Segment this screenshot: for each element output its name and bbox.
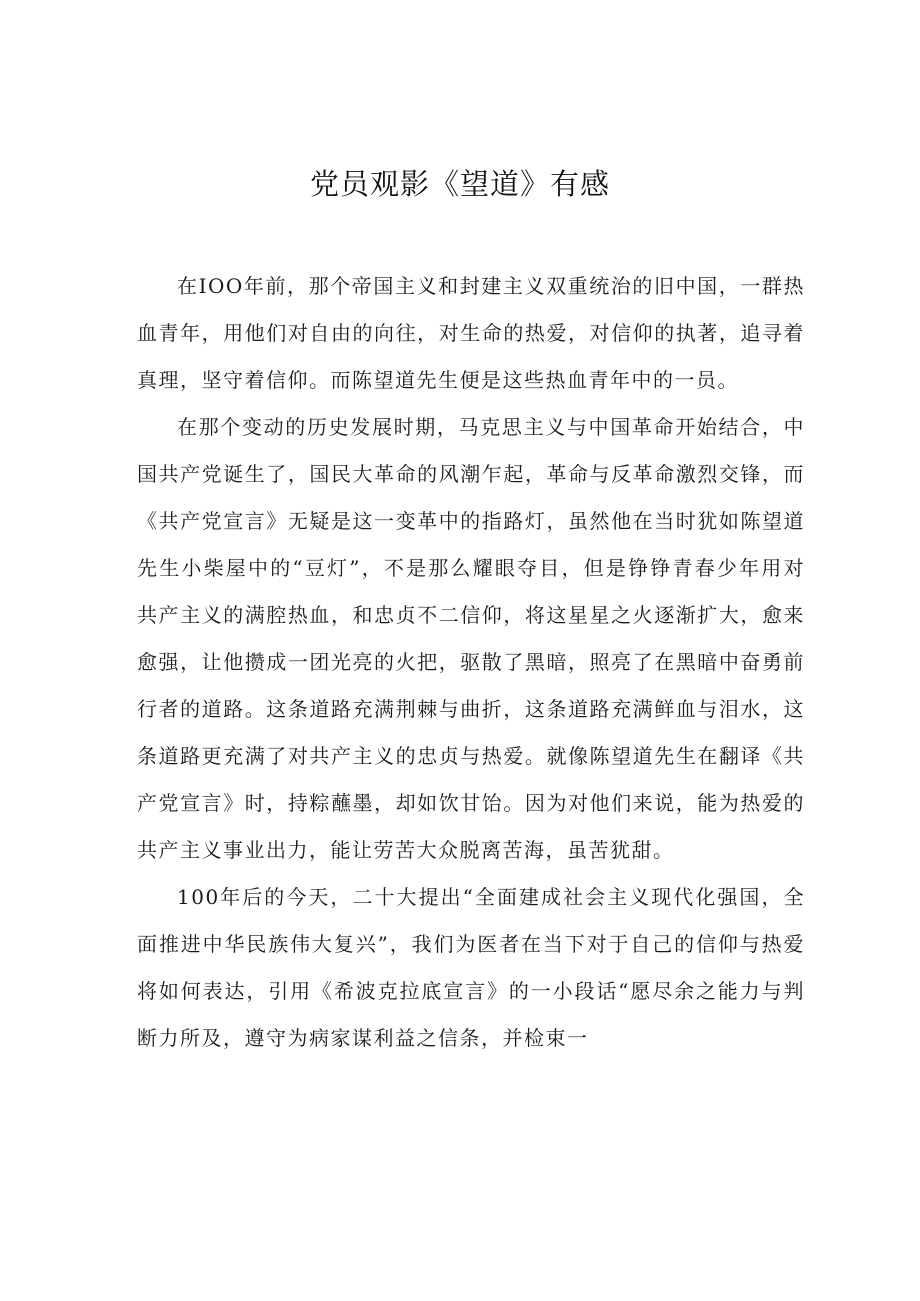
document-title: 党员观影《望道》有感 xyxy=(309,167,610,201)
paragraph-3: 100年后的今天，二十大提出“全面建成社会主义现代化强国，全面推进中华民族伟大复兴”，我们为医者在当下对于自己的信仰与热爱将如何表达，引用《希波克拉底宣言》的一小段话“愿尽余之能力与判断力所及，遵守为病家谋利益之信条，并检束一 xyxy=(137,885,805,1050)
paragraph-2: 在那个变动的历史发展时期，马克思主义与中国革命开始结合，中国共产党诞生了，国民大革命的风潮乍起，革命与反革命激烈交锋，而《共产党宣言》无疑是这一变革中的指路灯，虽然他在当时犹如陈望道先生小柴屋中的“豆灯”，不是那么耀眼夺目，但是铮铮青春少年用对共产主义的满腔热血，和忠贞不二信仰，将这星星之火逐渐扩大，愈来愈强，让他攒成一团光亮的火把，驱散了黑暗，照亮了在黑暗中奋勇前行者的道路。这条道路充满荆棘与曲折，这条道路充满鲜血与泪水，这条道路更充满了对共产主义的忠贞与热爱。就像陈望道先生在翻译《共产党宣言》时，持粽蘸墨，却如饮甘饴。因为对他们来说，能为热爱的共产主义事业出力，能让劳苦大众脱离苦海，虽苦犹甜。 xyxy=(137,415,805,862)
document-body xyxy=(137,263,805,1062)
paragraph-1: 在IOO年前，那个帝国主义和封建主义双重统治的旧中国，一群热血青年，用他们对自由的向往，对生命的热爱，对信仰的执著，追寻着真理，坚守着信仰。而陈望道先生便是这些热血青年中的一员。 xyxy=(137,274,805,392)
